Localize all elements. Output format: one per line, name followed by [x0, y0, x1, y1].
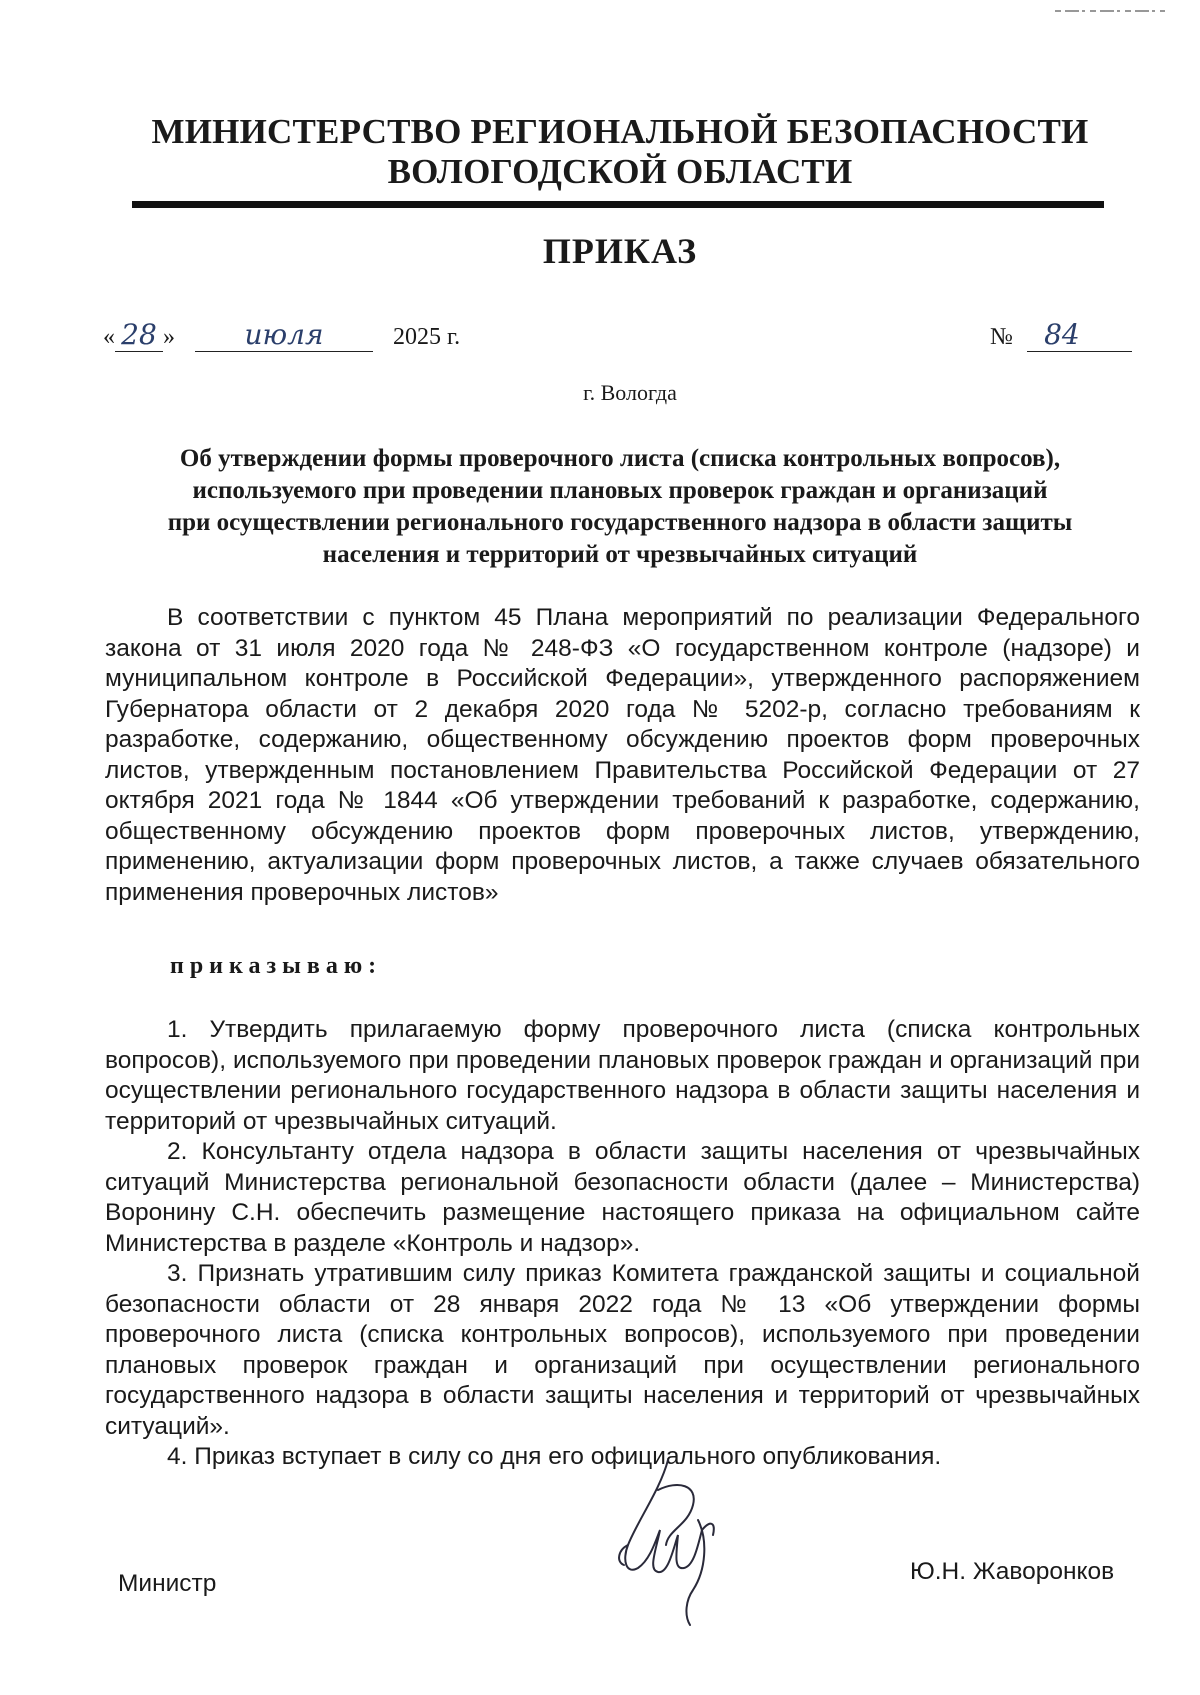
order-item: 1. Утвердить прилагаемую форму проверочного листа (списка контрольных вопросов), используемого при проведении плановых проверок граждан и организаций при осуществлении регионального государственного надзора в области защиты населения и территорий от чрезвычайных ситуаций. — [105, 1016, 1140, 1135]
header-rule — [132, 201, 1104, 208]
ministry-name-line2: ВОЛОГОДСКОЙ ОБЛАСТИ — [387, 152, 853, 191]
handwritten-signature — [598, 1450, 748, 1630]
ministry-header — [120, 112, 1120, 192]
order-number-value: 84 — [1044, 318, 1080, 351]
number-label: № — [990, 324, 1013, 350]
order-month: июля — [244, 318, 324, 351]
subject-line: используемого при проведении плановых проверок граждан и организаций — [192, 477, 1048, 504]
quote-close: » — [163, 324, 175, 350]
signatory-role: Министр — [118, 1570, 217, 1597]
quote-open: « — [103, 324, 115, 350]
order-item: 3. Признать утратившим силу приказ Комитета гражданской защиты и социальной безопасности области от 28 января 2022 года № 13 «Об утверждении формы проверочного листа (списка контрольных вопросов), используемого при проведении плановых проверок граждан и организаций при осуществлении регионального государственного надзора в области защиты населения и территорий от чрезвычайных ситуаций». — [105, 1260, 1140, 1440]
signatory-name: Ю.Н. Жаворонков — [910, 1558, 1115, 1585]
subject-line: населения и территорий от чрезвычайных ситуаций — [322, 541, 918, 568]
order-item: 4. Приказ вступает в силу со дня его официального опубликования. — [167, 1443, 942, 1470]
order-item: 2. Консультанту отдела надзора в области защиты населения от чрезвычайных ситуаций Министерства региональной безопасности области (далее – Министерства) Воронину С.Н. обеспечить размещение настоящего приказа на официальном сайте Министерства в разделе «Контроль и надзор». — [105, 1138, 1140, 1257]
preamble-text: В соответствии с пунктом 45 Плана мероприятий по реализации Федерального закона от 31 июля 2020 года № 248-ФЗ «О государственном контроле (надзоре) и муниципальном контроле в Российской Федерации», утвержденного распоряжением Губернатора области от 2 декабря 2020 года № 5202-р, согласно требованиям к разработке, содержанию, общественному обсуждению проектов форм проверочных листов, утвержденным постановлением Правительства Российской Федерации от 27 октября 2021 года № 1844 «Об утверждении требований к разработке, содержанию, общественному обсуждению проектов форм проверочных листов, утверждению, применению, актуализации форм проверочных листов, а также случаев обязательного применения проверочных листов» — [105, 604, 1140, 906]
order-date — [103, 318, 460, 352]
order-year: 2025 г. — [393, 324, 461, 350]
preamble — [105, 603, 1140, 908]
order-items — [105, 1015, 1140, 1473]
city: г. Вологда — [583, 380, 677, 405]
document-type-title: ПРИКАЗ — [542, 231, 698, 271]
scan-artifact — [1055, 8, 1165, 14]
order-word: приказываю: — [170, 953, 383, 979]
ministry-name-line1: МИНИСТЕРСТВО РЕГИОНАЛЬНОЙ БЕЗОПАСНОСТИ — [151, 112, 1089, 151]
subject-line: при осуществлении регионального государственного надзора в области защиты — [167, 509, 1073, 536]
order-subject — [105, 443, 1135, 571]
subject-line: Об утверждении формы проверочного листа (списка контрольных вопросов), — [179, 445, 1061, 472]
order-number — [990, 318, 1132, 352]
order-day: 28 — [121, 318, 157, 351]
